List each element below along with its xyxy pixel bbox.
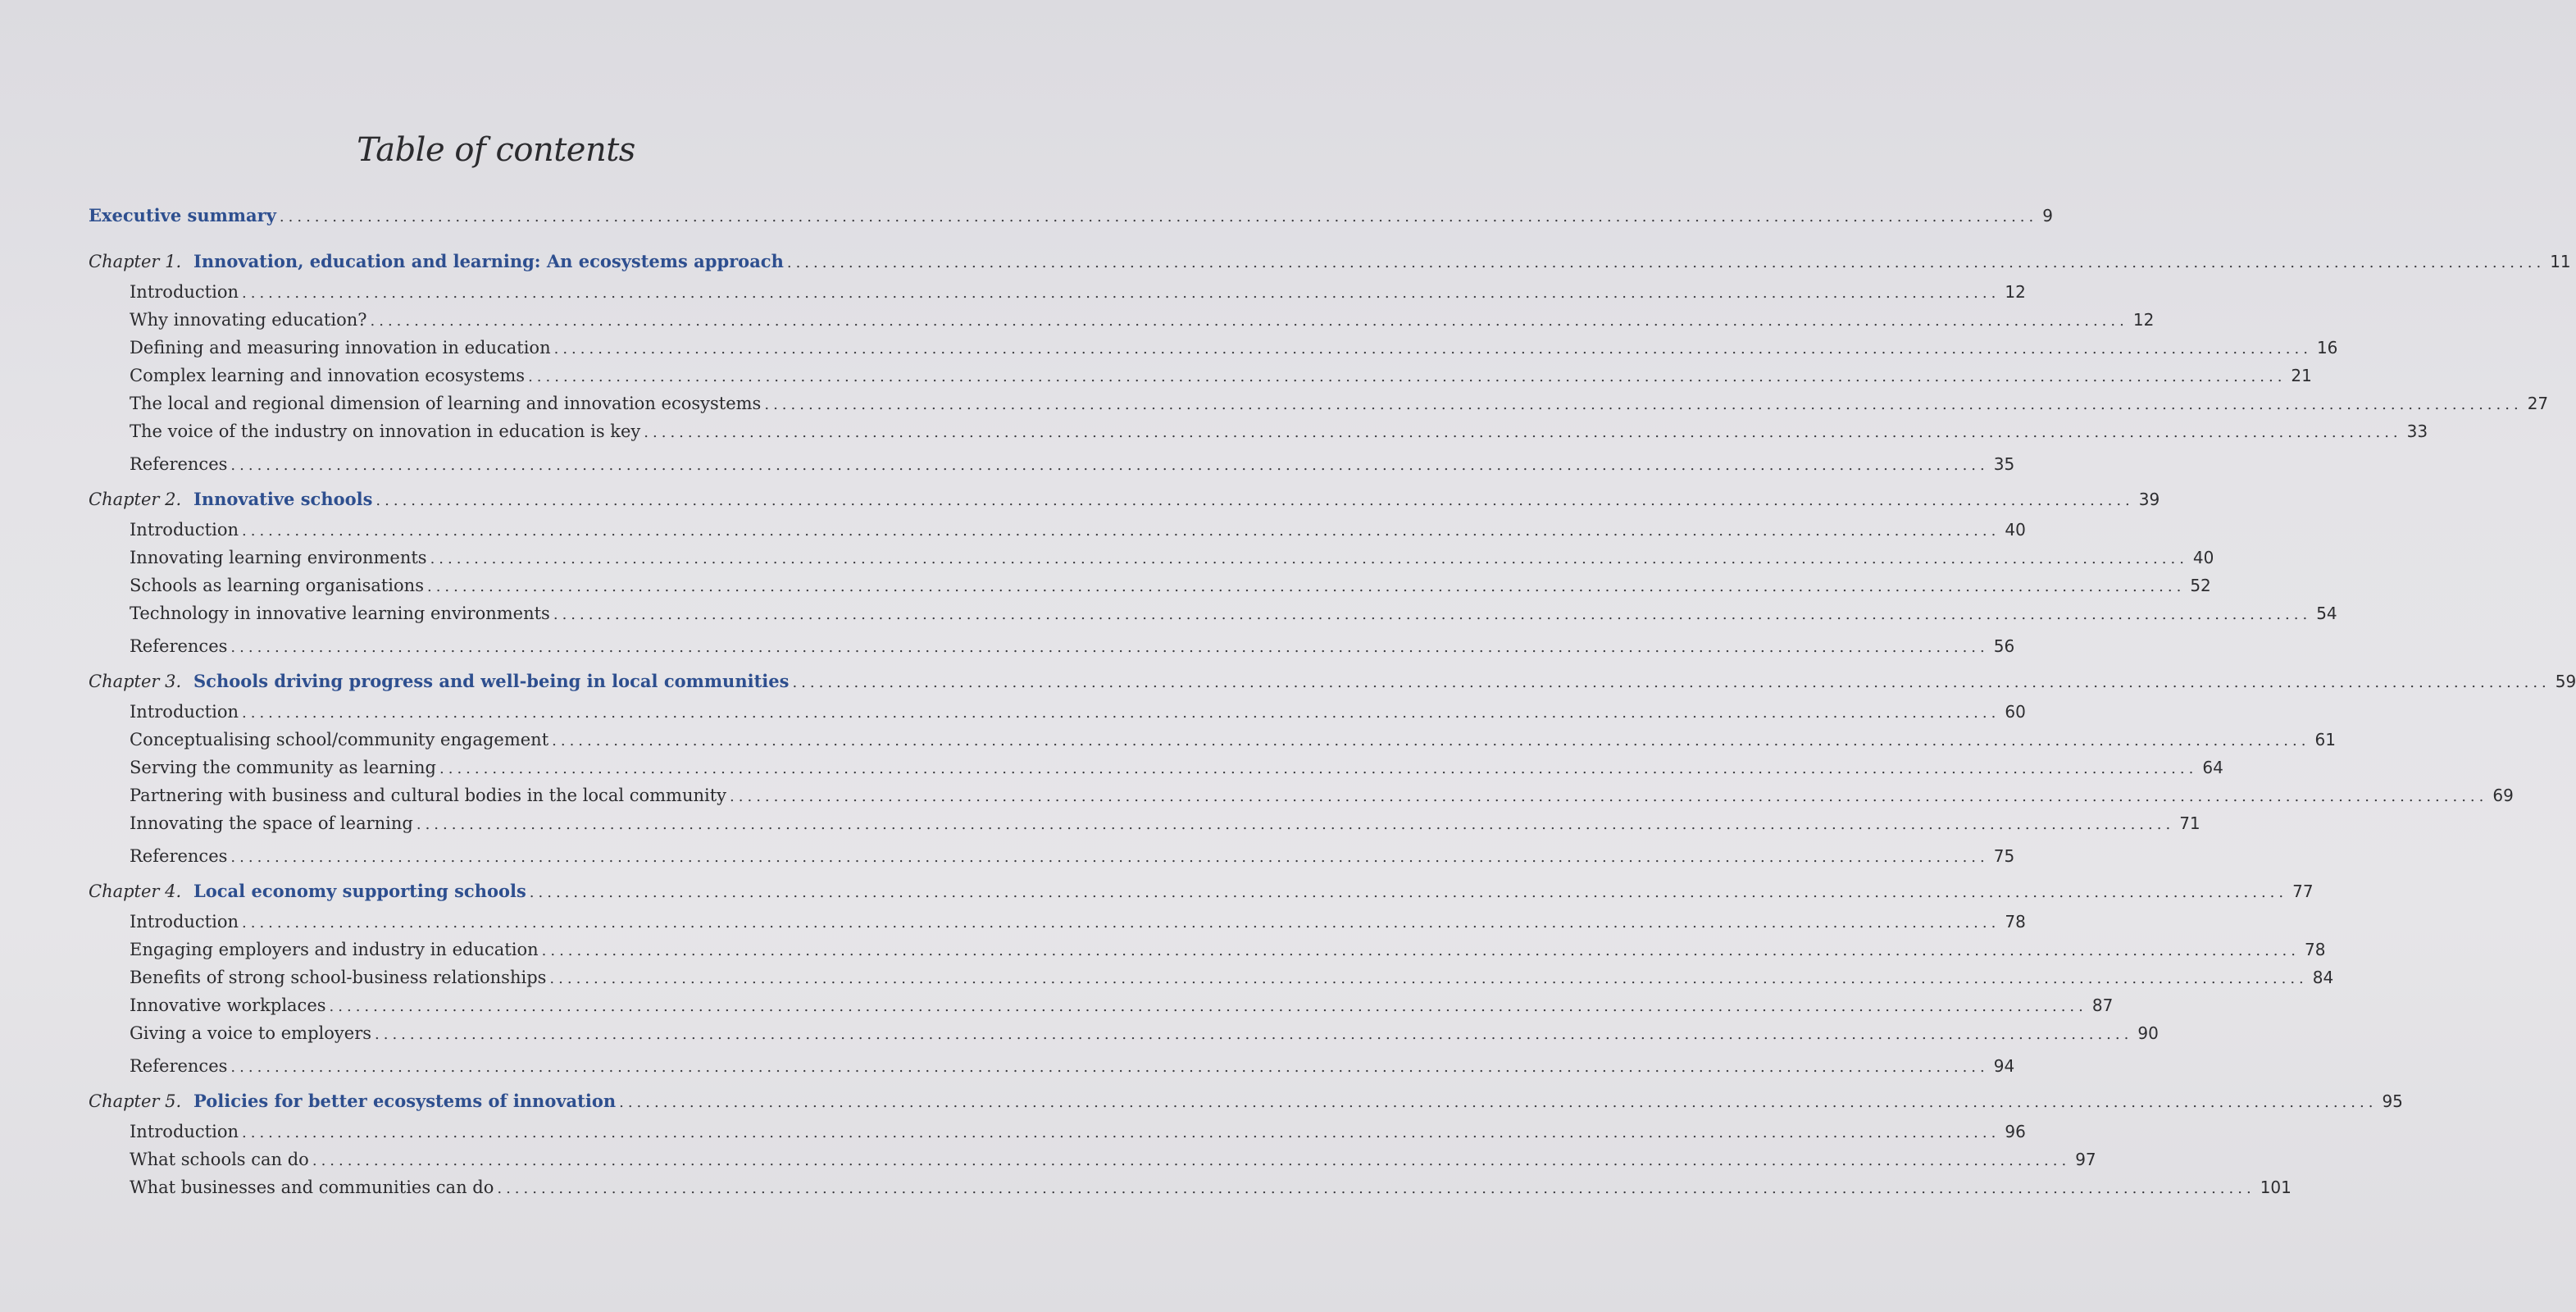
toc-entry-label [130,576,424,595]
chapter-block [89,671,2576,874]
toc-references-entry [89,846,2015,874]
chapter-number: Chapter 4. [89,882,182,901]
section-title: Why innovating education? [130,310,367,330]
section-title: Introduction [130,912,239,932]
toc-page-number: 87 [2091,995,2114,1015]
toc-page-number: 78 [2005,912,2026,932]
dot-leader: ........................................................................................................................................................................................................ [426,578,2186,595]
toc-page-number: 77 [2292,882,2314,901]
toc-chapter-heading [89,881,2314,909]
toc-page-number: 9 [2042,206,2053,226]
dot-leader: ........................................................................................................................................................................................................ [541,942,2300,959]
references-title: References [130,1056,228,1076]
chapter-block [89,1091,2403,1205]
toc-references-entry [89,454,2015,482]
dot-leader: ........................................................................................................................................................................................................ [529,884,2288,901]
toc-entry-label [130,758,436,777]
toc-page-number: 101 [2260,1178,2292,1197]
chapter-block [89,489,2337,664]
toc-entry-label [130,940,539,959]
toc-section-entry [89,548,2214,576]
dot-leader: ........................................................................................................................................................................................................ [439,760,2198,777]
toc-section-entry [89,366,2312,394]
chapter-title: Innovative schools [193,489,373,509]
section-title: Introduction [130,282,239,302]
chapter-list [89,251,2576,1205]
toc-entry-label [130,968,546,987]
toc-entry-label [130,1178,494,1197]
section-title: Giving a voice to employers [130,1023,372,1043]
toc-page-number: 94 [1993,1056,2015,1076]
section-title: Defining and measuring innovation in education [130,338,551,358]
toc-page-number: 33 [2406,421,2428,441]
toc-chapter-heading [89,671,2576,699]
toc-entry-label [130,786,726,805]
toc-page-number: 56 [1993,636,2015,656]
toc-section-entry [89,520,2026,548]
toc-page-number: 59 [2555,672,2576,691]
toc-entry-label [130,282,239,302]
toc-page-number: 71 [2179,813,2201,833]
section-title: The voice of the industry on innovation in education is key [130,421,641,441]
section-title: Innovative workplaces [130,995,326,1015]
dot-leader: ........................................................................................................................................................................................................ [329,998,2087,1015]
toc-page-number: 78 [2304,940,2326,959]
dot-leader: ........................................................................................................................................................................................................ [242,522,2000,540]
toc-entry-label [89,251,784,271]
section-title: Introduction [130,1122,239,1141]
toc-page-number: 21 [2291,366,2312,385]
toc-section-entry [89,968,2334,995]
dot-leader: ........................................................................................................................................................................................................ [497,1180,2255,1197]
toc-page-number: 40 [2192,548,2214,567]
section-title: Schools as learning organisations [130,576,424,595]
toc-entry-label [89,881,526,901]
toc-section-entry [89,912,2026,940]
dot-leader: ........................................................................................................................................................................................................ [528,368,2287,385]
toc-entry-label [130,636,227,656]
toc-section-entry [89,338,2338,366]
toc-page-number: 16 [2316,338,2338,358]
chapter-block [89,881,2334,1084]
dot-leader: ........................................................................................................................................................................................................ [242,285,2000,302]
toc-entry-label [130,1122,239,1141]
toc-page-number: 11 [2550,252,2571,271]
toc-page-number: 90 [2137,1023,2159,1043]
dot-leader: ........................................................................................................................................................................................................ [312,1152,2071,1169]
section-title: The local and regional dimension of learning and innovation ecosystems [130,394,762,413]
toc-entry-label [130,454,227,474]
toc-entry-label [89,671,789,691]
toc-chapter-heading [89,251,2571,279]
section-title: Technology in innovative learning environments [130,604,550,623]
toc-page-number: 69 [2492,786,2514,805]
toc-page-number: 60 [2005,702,2026,722]
dot-leader: ........................................................................................................................................................................................................ [279,208,2038,226]
toc-references-entry [89,636,2015,664]
toc-page-number: 54 [2316,604,2337,623]
toc-section-entry [89,1122,2026,1150]
toc-entry-label [89,489,372,509]
toc-entry-label [89,1091,616,1111]
section-title: What schools can do [130,1150,309,1169]
toc-entry-executive-summary [89,205,2053,233]
toc-chapter-heading [89,489,2160,517]
dot-leader: ........................................................................................................................................................................................................ [553,606,2312,623]
toc-entry-label [130,366,525,385]
dot-leader: ........................................................................................................................................................................................................ [644,424,2402,441]
toc-section-entry [89,1178,2292,1205]
toc-page-number: 39 [2138,490,2160,509]
toc-page-number: 52 [2190,576,2211,595]
toc-page-number: 61 [2314,730,2336,749]
toc-entry-label [130,730,548,749]
section-title: Introduction [130,520,239,540]
toc-entry-label [130,548,427,567]
toc-references-entry [89,1056,2015,1084]
references-title: References [130,846,228,866]
dot-leader: ........................................................................................................................................................................................................ [230,849,1989,866]
section-title: Introduction [130,702,239,722]
toc-page-number: 27 [2527,394,2549,413]
toc-section-entry [89,310,2155,338]
toc-entry-label [130,1150,309,1169]
toc-page-number: 64 [2202,758,2223,777]
dot-leader: ........................................................................................................................................................................................................ [549,970,2308,987]
toc-entry-label [130,1056,227,1076]
toc-section-entry [89,394,2549,421]
section-title: Innovating the space of learning [130,813,413,833]
references-title: References [130,454,228,474]
dot-leader: ........................................................................................................................................................................................................ [786,254,2546,271]
toc-entry-label [130,310,367,330]
dot-leader: ........................................................................................................................................................................................................ [230,639,1989,656]
dot-leader: ........................................................................................................................................................................................................ [730,788,2488,805]
toc-section-entry [89,758,2223,786]
toc-entry-label: Executive summary [89,205,276,226]
toc-page-number: 35 [1993,454,2015,474]
toc-entry-label [130,846,227,866]
chapter-title: Policies for better ecosystems of innovation [193,1091,617,1111]
toc-section-entry [89,730,2336,758]
toc-entry-label [130,421,640,441]
dot-leader: ........................................................................................................................................................................................................ [230,457,1989,474]
toc-chapter-heading [89,1091,2403,1118]
dot-leader: ........................................................................................................................................................................................................ [764,396,2523,413]
toc-entry-label [130,520,239,540]
toc-section-entry [89,576,2211,604]
toc-page-number: 40 [2005,520,2026,540]
dot-leader: ........................................................................................................................................................................................................ [242,914,2000,932]
section-title: Conceptualising school/community engagement [130,730,549,749]
toc-entry-label [130,813,413,833]
chapter-number: Chapter 2. [89,490,182,509]
toc-section-entry [89,940,2326,968]
section-title: Benefits of strong school-business relationships [130,968,547,987]
toc-section-entry [89,995,2114,1023]
chapter-title: Local economy supporting schools [193,881,526,901]
toc-entry-label [130,912,239,932]
toc-section-entry [89,786,2514,813]
chapter-number: Chapter 1. [89,252,182,271]
dot-leader: ........................................................................................................................................................................................................ [430,550,2188,567]
dot-leader: ........................................................................................................................................................................................................ [375,492,2134,509]
dot-leader: ........................................................................................................................................................................................................ [553,340,2312,358]
dot-leader: ........................................................................................................................................................................................................ [619,1094,2378,1111]
chapter-title: Schools driving progress and well-being in local communities [193,671,790,691]
toc-entry-label [130,338,551,358]
chapter-number: Chapter 5. [89,1091,182,1111]
toc-page-number: 12 [2132,310,2155,330]
toc-page-number: 97 [2075,1150,2096,1169]
toc-section-entry [89,1023,2159,1051]
toc-section-entry [89,604,2337,631]
toc-page-number: 12 [2005,282,2026,302]
toc-page-number: 84 [2312,968,2334,987]
toc-entry-label [130,702,239,722]
dot-leader: ........................................................................................................................................................................................................ [416,816,2175,833]
section-title: Complex learning and innovation ecosystems [130,366,526,385]
toc-entry-label [130,394,761,413]
table-of-contents [89,205,2576,1212]
dot-leader: ........................................................................................................................................................................................................ [242,1124,2000,1141]
chapter-number: Chapter 3. [89,672,182,691]
toc-entry-label [130,1023,371,1043]
section-title: Innovating learning environments [130,548,427,567]
dot-leader: ........................................................................................................................................................................................................ [792,674,2551,691]
toc-section-entry [89,1150,2096,1178]
dot-leader: ........................................................................................................................................................................................................ [242,704,2000,722]
section-title: Engaging employers and industry in education [130,940,539,959]
section-title: Partnering with business and cultural bodies in the local community [130,786,727,805]
section-title: What businesses and communities can do [130,1178,494,1197]
toc-page-number: 75 [1993,846,2015,866]
chapter-block [89,251,2571,482]
toc-entry-label [130,604,550,623]
toc-section-entry [89,813,2201,841]
dot-leader: ........................................................................................................................................................................................................ [370,312,2128,330]
toc-page-number: 95 [2382,1091,2403,1111]
toc-section-entry [89,702,2026,730]
section-title: Serving the community as learning [130,758,437,777]
toc-section-entry [89,282,2026,310]
page-title: Table of contents [357,131,635,169]
dot-leader: ........................................................................................................................................................................................................ [230,1059,1989,1076]
chapter-title: Innovation, education and learning: An ecosystems approach [193,251,784,271]
references-title: References [130,636,228,656]
toc-section-entry [89,421,2428,449]
dot-leader: ........................................................................................................................................................................................................ [375,1026,2133,1043]
dot-leader: ........................................................................................................................................................................................................ [552,732,2310,749]
toc-page-number: 96 [2005,1122,2026,1141]
toc-entry-label [130,995,326,1015]
